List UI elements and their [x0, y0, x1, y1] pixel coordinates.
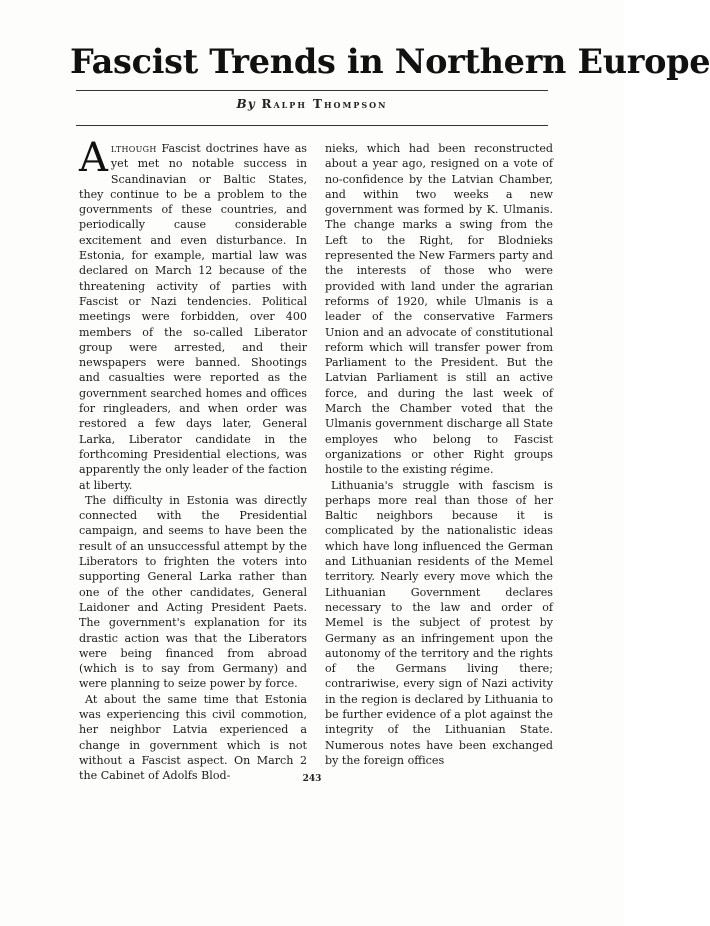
title-rule-top [76, 90, 548, 91]
paragraph: Lithuania's struggle with fascism is perhaps more real than those of her Baltic neighbors because it is complicated by the nationalistic ideas which have long influenced the German and Lithuanian residents of the Memel territory. Nearly every move which the Lithuanian Government declares necessary to the law and order of Memel is the subject of protest by Germany as an infringement upon the autonomy of the territory and the rights of the Germans living there; contrariwise, every sign of Nazi activity in the region is declared by Lithuania to be further evidence of a plot against the integrity of the Lithuanian State. Numerous notes have been exchanged by the foreign offices [325, 478, 553, 767]
byline-prefix: By [236, 97, 256, 111]
lead-in: lthough [110, 142, 157, 155]
drop-cap: A [79, 135, 108, 181]
paragraph: At about the same time that Estonia was experiencing this civil commotion, her neighbor Latvia experienced a change in government which is not without a Fascist aspect. On March 2 the Cabinet of Adolfs Blod- [79, 692, 307, 783]
byline [76, 97, 548, 111]
article-title: Fascist Trends in Northern Europe [70, 42, 710, 81]
paragraph [79, 135, 307, 493]
page-number: 243 [302, 774, 322, 784]
paragraph: The difficulty in Estonia was directly connected with the Presidential campaign, and seems to have been the result of an unsuccessful attempt by the Liberators to frighten the voters into supporting General Larka rather than one of the other candidates, General Laidoner and Acting President Paets. The government's explanation for its drastic action was that the Liberators were being financed from abroad (which is to say from Germany) and were planning to seize power by force. [79, 493, 307, 691]
paragraph: nieks, which had been reconstructed about a year ago, resigned on a vote of no-confidence by the Latvian Chamber, and within two weeks a new government was formed by K. Ulmanis. The change marks a swing from the Left to the Right, for Blodnieks represented the New Farmers party and the interests of those who were provided with land under the agrarian reforms of 1920, while Ulmanis is a leader of the conservative Farmers Union and an advocate of constitutional reform which will transfer power from Parliament to the President. But the Latvian Parliament is still an active force, and during the last week of March the Chamber voted that the Ulmanis government discharge all State employes who belong to Fascist organizations or other Right groups hostile to the existing régime. [325, 142, 553, 477]
author-name: Ralph Thompson [261, 97, 388, 111]
title-rule-bottom [76, 125, 548, 126]
left-column [79, 135, 307, 783]
right-column [325, 141, 553, 768]
paragraph-text: Fascist doctrines have as yet met no notable success in Scandinavian or Baltic States, they continue to be a problem to the governments of these countries, and periodically cause considerable excitement and even disturbance. In Estonia, for example, martial law was declared on March 12 because of the threatening activity of parties with Fascist or Nazi tendencies. Political meetings were forbidden, over 400 members of the so-called Liberator group were arrested, and their newspapers were banned. Shootings and casualties were reported as the government searched homes and offices for ringleaders, and when order was restored a few days later, General Larka, Liberator candidate in the forthcoming Presidential elections, was apparently the only leader of the faction at liberty. [79, 142, 307, 492]
